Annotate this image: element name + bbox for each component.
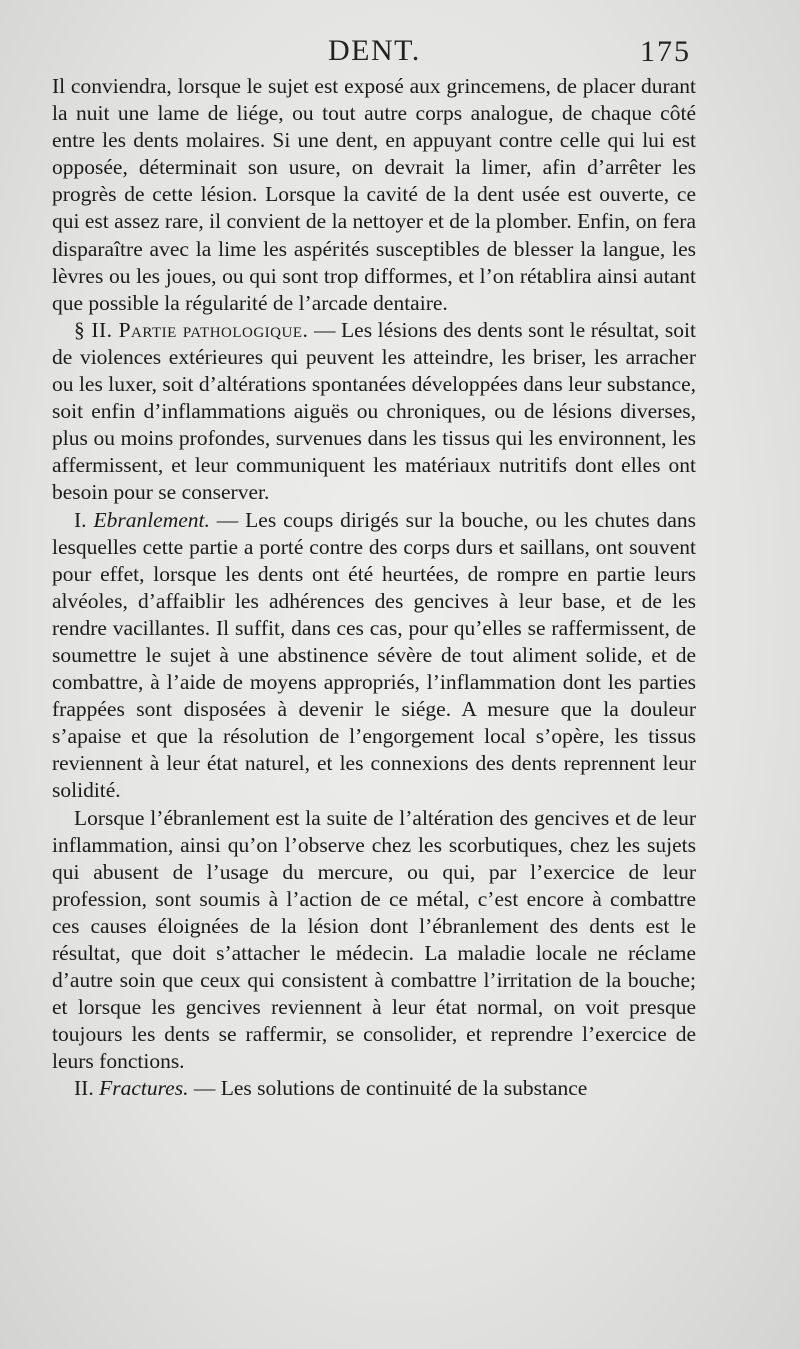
section-heading-pathology: § II. Partie pathologique. [74,317,309,342]
subsection-number-2: II. [74,1076,100,1101]
subsection-heading-fractures: Fractures. [99,1076,189,1101]
subsection-number-1: I. [74,507,94,532]
paragraph-ebranlement-body: — Les coups dirigés sur la bouche, ou les chutes dans lesquelles cette partie a porté contre des corps durs et saillans, ont souvent pour effet, lorsque les dents ont été heurtées, de rompre en partie leurs alvéoles, d’affaiblir les adhérences des gencives à leur base, et de les rendre vacillantes. Il suffit, dans ces cas, pour qu’elles se raffermissent, de soumettre le sujet à une abstinence sévère de tout aliment solide, et de combattre, à l’aide de moyens appropriés, l’inflammation dont les parties frappées sont disposées à devenir le siége. A mesure que la douleur s’apaise et que la résolution de l’engorgement local s’opère, les tissus reviennent à leur état naturel, et les connexions des dents reprennent leur solidité. [52,507,696,803]
paragraph-pathology-body: — Les lésions des dents sont le résultat, soit de violences extérieures qui peuvent les atteindre, les briser, les arracher ou les luxer, soit d’altérations spontanées développées dans leur substance, soit enfin d’inflammations aiguës ou chroniques, ou de lésions diverses, plus ou moins profondes, survenues dans les tissus qui les environnent, les affermissent, et leur communiquent les matériaux nutritifs dont elles ont besoin pour se conserver. [52,317,696,505]
paragraph-pathology [52,317,696,507]
paragraph-grinding-treatment: Il conviendra, lorsque le sujet est exposé aux grincemens, de placer durant la nuit une lame de liége, ou tout autre corps analogue, de chaque côté entre les dents molaires. Si une dent, en appuyant contre celle qui lui est opposée, déterminait son usure, on devrait la limer, afin d’arrêter les progrès de cette lésion. Lorsque la cavité de la dent usée est ouverte, ce qui est assez rare, il convient de la nettoyer et de la plomber. Enfin, on fera disparaître avec la lime les aspérités susceptibles de blesser la langue, les lèvres ou les joues, ou qui sont trop difformes, et l’on rétablira ainsi autant que possible la régularité de l’arcade dentaire. [52,74,696,315]
paragraph-fractures-body: — Les solutions de continuité de la substance [188,1076,588,1101]
body-text [52,73,696,1103]
paragraph-ebranlement [52,507,696,805]
paragraph-fractures [52,1075,696,1102]
running-title: DENT. [328,34,421,67]
subsection-heading-ebranlement: Ebranlement. [93,507,210,532]
paragraph-ebranlement-causes: Lorsque l’ébranlement est la suite de l’altération des gencives et de leur inflammation, ainsi qu’on l’observe chez les scorbutiques, chez les sujets qui abusent de l’usage du mercure, ou qui, par l’exercice de leur profession, sont soumis à l’action de ce métal, c’est encore à combattre ces causes éloignées de la lésion dont l’ébranlement des dents est le résultat, que doit s’attacher le médecin. La maladie locale ne réclame d’autre soin que ceux qui consistent à combattre l’irritation de la bouche; et lorsque les gencives reviennent à leur état normal, on voit presque toujours les dents se raffermir, se consolider, et reprendre l’exercice de leurs fonctions. [52,805,696,1074]
page-header [0,34,800,74]
page-number: 175 [640,35,691,68]
